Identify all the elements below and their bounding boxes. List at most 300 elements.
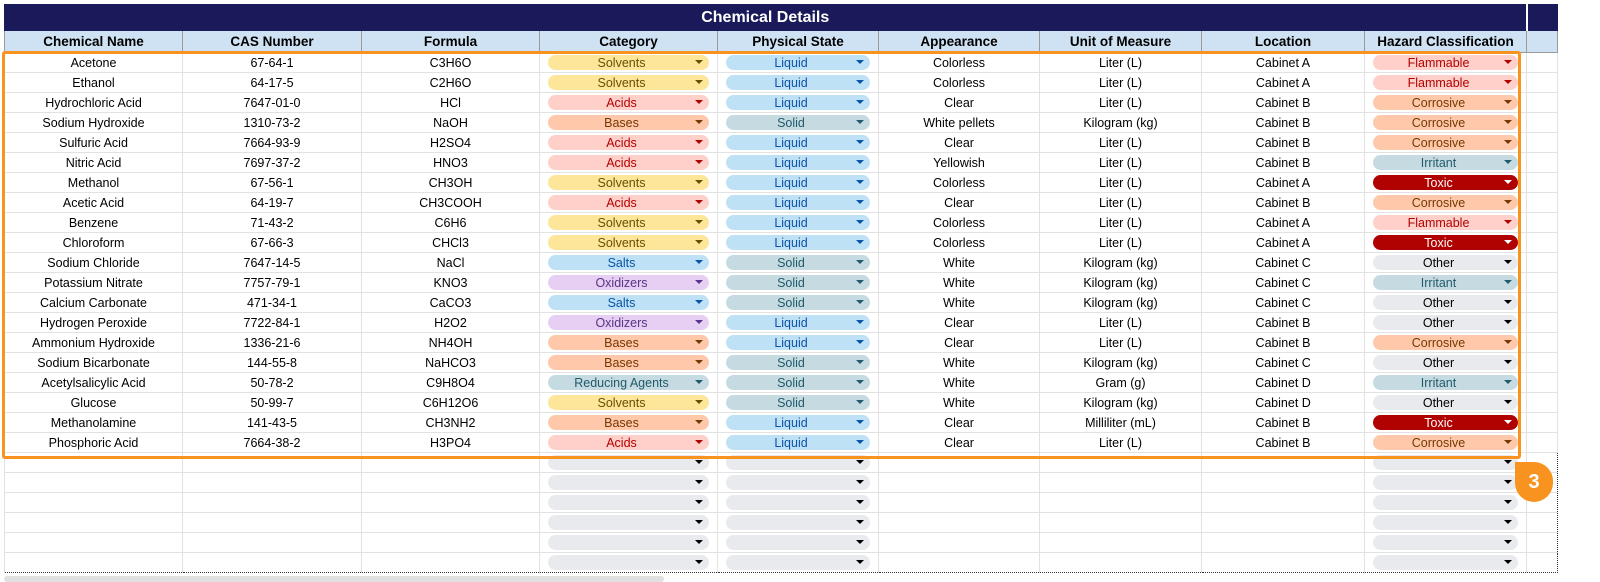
dropdown-chip[interactable]: [726, 155, 870, 170]
empty-cell[interactable]: [1202, 533, 1365, 553]
dropdown-chip[interactable]: [548, 295, 709, 310]
cell[interactable]: [1365, 253, 1527, 273]
extra-cell[interactable]: [1527, 333, 1558, 353]
dropdown-arrow-icon[interactable]: [695, 180, 703, 184]
dropdown-arrow-icon[interactable]: [856, 400, 864, 404]
dropdown-chip[interactable]: [548, 395, 709, 410]
dropdown-arrow-icon[interactable]: [1504, 340, 1512, 344]
cell[interactable]: Liter (L): [1040, 93, 1202, 113]
empty-cell[interactable]: [718, 453, 879, 473]
empty-cell[interactable]: [879, 453, 1040, 473]
cell[interactable]: Clear: [879, 333, 1040, 353]
dropdown-chip[interactable]: [726, 355, 870, 370]
dropdown-chip[interactable]: [1373, 515, 1518, 530]
dropdown-chip[interactable]: [1373, 355, 1518, 370]
cell[interactable]: [540, 413, 718, 433]
dropdown-arrow-icon[interactable]: [1504, 380, 1512, 384]
dropdown-arrow-icon[interactable]: [1504, 500, 1512, 504]
empty-cell[interactable]: [1040, 513, 1202, 533]
dropdown-chip[interactable]: [548, 415, 709, 430]
cell[interactable]: [540, 333, 718, 353]
dropdown-arrow-icon[interactable]: [695, 480, 703, 484]
cell[interactable]: 7664-93-9: [183, 133, 362, 153]
dropdown-arrow-icon[interactable]: [1504, 60, 1512, 64]
cell[interactable]: Hydrogen Peroxide: [5, 313, 183, 333]
cell[interactable]: Liter (L): [1040, 53, 1202, 73]
cell[interactable]: [1365, 153, 1527, 173]
cell[interactable]: [718, 173, 879, 193]
horizontal-scrollbar[interactable]: [4, 576, 664, 582]
dropdown-chip[interactable]: [1373, 375, 1518, 390]
cell[interactable]: 141-43-5: [183, 413, 362, 433]
cell[interactable]: [1365, 213, 1527, 233]
dropdown-arrow-icon[interactable]: [695, 80, 703, 84]
cell[interactable]: 7664-38-2: [183, 433, 362, 453]
dropdown-chip[interactable]: [1373, 55, 1518, 70]
dropdown-chip[interactable]: [726, 315, 870, 330]
dropdown-chip[interactable]: [1373, 235, 1518, 250]
empty-cell[interactable]: [879, 533, 1040, 553]
dropdown-chip[interactable]: [548, 475, 709, 490]
dropdown-chip[interactable]: [1373, 495, 1518, 510]
dropdown-chip[interactable]: [548, 235, 709, 250]
extra-cell[interactable]: [1527, 53, 1558, 73]
dropdown-chip[interactable]: [1373, 395, 1518, 410]
dropdown-chip[interactable]: [726, 335, 870, 350]
dropdown-chip[interactable]: [548, 315, 709, 330]
dropdown-arrow-icon[interactable]: [695, 320, 703, 324]
cell[interactable]: Hydrochloric Acid: [5, 93, 183, 113]
extra-cell[interactable]: [1527, 353, 1558, 373]
cell[interactable]: Liter (L): [1040, 233, 1202, 253]
extra-cell[interactable]: [1527, 93, 1558, 113]
cell[interactable]: [718, 333, 879, 353]
cell[interactable]: Colorless: [879, 233, 1040, 253]
dropdown-chip[interactable]: [726, 375, 870, 390]
empty-cell[interactable]: [540, 493, 718, 513]
dropdown-chip[interactable]: [548, 215, 709, 230]
dropdown-arrow-icon[interactable]: [695, 300, 703, 304]
dropdown-arrow-icon[interactable]: [695, 120, 703, 124]
dropdown-arrow-icon[interactable]: [1504, 560, 1512, 564]
empty-cell[interactable]: [362, 533, 540, 553]
cell[interactable]: Clear: [879, 313, 1040, 333]
empty-cell[interactable]: [362, 473, 540, 493]
empty-cell[interactable]: [1365, 553, 1527, 573]
cell[interactable]: Cabinet A: [1202, 73, 1365, 93]
cell[interactable]: Yellowish: [879, 153, 1040, 173]
cell[interactable]: 7722-84-1: [183, 313, 362, 333]
cell[interactable]: CaCO3: [362, 293, 540, 313]
cell[interactable]: Liter (L): [1040, 133, 1202, 153]
empty-cell[interactable]: [1202, 553, 1365, 573]
dropdown-chip[interactable]: [1373, 275, 1518, 290]
cell[interactable]: Clear: [879, 433, 1040, 453]
extra-cell[interactable]: [1527, 153, 1558, 173]
empty-cell[interactable]: [718, 553, 879, 573]
cell[interactable]: [540, 133, 718, 153]
empty-cell[interactable]: [879, 553, 1040, 573]
cell[interactable]: Acetic Acid: [5, 193, 183, 213]
cell[interactable]: Glucose: [5, 393, 183, 413]
cell[interactable]: [1365, 353, 1527, 373]
dropdown-chip[interactable]: [726, 255, 870, 270]
dropdown-chip[interactable]: [726, 415, 870, 430]
cell[interactable]: Methanol: [5, 173, 183, 193]
cell[interactable]: Cabinet C: [1202, 293, 1365, 313]
cell[interactable]: [1365, 73, 1527, 93]
dropdown-chip[interactable]: [548, 535, 709, 550]
cell[interactable]: Clear: [879, 133, 1040, 153]
cell[interactable]: KNO3: [362, 273, 540, 293]
dropdown-arrow-icon[interactable]: [695, 500, 703, 504]
cell[interactable]: Sodium Bicarbonate: [5, 353, 183, 373]
empty-cell[interactable]: [1040, 473, 1202, 493]
cell[interactable]: [1365, 373, 1527, 393]
cell[interactable]: Kilogram (kg): [1040, 273, 1202, 293]
cell[interactable]: CH3COOH: [362, 193, 540, 213]
column-header[interactable]: Formula: [362, 31, 540, 53]
dropdown-chip[interactable]: [548, 555, 709, 570]
dropdown-chip[interactable]: [726, 435, 870, 450]
cell[interactable]: [718, 93, 879, 113]
dropdown-chip[interactable]: [548, 175, 709, 190]
empty-cell[interactable]: [879, 513, 1040, 533]
cell[interactable]: [540, 173, 718, 193]
cell[interactable]: [540, 393, 718, 413]
cell[interactable]: Clear: [879, 413, 1040, 433]
cell[interactable]: Potassium Nitrate: [5, 273, 183, 293]
cell[interactable]: Cabinet B: [1202, 153, 1365, 173]
dropdown-arrow-icon[interactable]: [695, 60, 703, 64]
dropdown-arrow-icon[interactable]: [856, 360, 864, 364]
cell[interactable]: H2O2: [362, 313, 540, 333]
dropdown-arrow-icon[interactable]: [856, 340, 864, 344]
dropdown-chip[interactable]: [726, 495, 870, 510]
cell[interactable]: [1365, 333, 1527, 353]
cell[interactable]: [718, 113, 879, 133]
dropdown-chip[interactable]: [1373, 535, 1518, 550]
cell[interactable]: Milliliter (mL): [1040, 413, 1202, 433]
dropdown-arrow-icon[interactable]: [856, 320, 864, 324]
cell[interactable]: White: [879, 293, 1040, 313]
cell[interactable]: 1310-73-2: [183, 113, 362, 133]
dropdown-arrow-icon[interactable]: [856, 540, 864, 544]
dropdown-arrow-icon[interactable]: [856, 160, 864, 164]
cell[interactable]: Acetone: [5, 53, 183, 73]
cell[interactable]: Cabinet B: [1202, 413, 1365, 433]
cell[interactable]: Phosphoric Acid: [5, 433, 183, 453]
dropdown-chip[interactable]: [726, 95, 870, 110]
dropdown-arrow-icon[interactable]: [695, 540, 703, 544]
dropdown-chip[interactable]: [726, 55, 870, 70]
empty-cell[interactable]: [5, 513, 183, 533]
cell[interactable]: Cabinet A: [1202, 233, 1365, 253]
dropdown-chip[interactable]: [726, 515, 870, 530]
dropdown-chip[interactable]: [548, 435, 709, 450]
dropdown-arrow-icon[interactable]: [1504, 440, 1512, 444]
dropdown-arrow-icon[interactable]: [856, 520, 864, 524]
dropdown-arrow-icon[interactable]: [856, 100, 864, 104]
empty-cell[interactable]: [1202, 493, 1365, 513]
extra-cell[interactable]: [1527, 373, 1558, 393]
cell[interactable]: [718, 253, 879, 273]
dropdown-chip[interactable]: [548, 515, 709, 530]
empty-cell[interactable]: [362, 513, 540, 533]
dropdown-arrow-icon[interactable]: [856, 200, 864, 204]
cell[interactable]: 50-78-2: [183, 373, 362, 393]
cell[interactable]: [718, 133, 879, 153]
dropdown-chip[interactable]: [1373, 455, 1518, 470]
empty-cell[interactable]: [5, 473, 183, 493]
dropdown-arrow-icon[interactable]: [856, 180, 864, 184]
empty-cell[interactable]: [1365, 533, 1527, 553]
cell[interactable]: [1365, 413, 1527, 433]
dropdown-chip[interactable]: [726, 195, 870, 210]
extra-cell[interactable]: [1527, 173, 1558, 193]
cell[interactable]: [1365, 293, 1527, 313]
dropdown-chip[interactable]: [548, 495, 709, 510]
cell[interactable]: Liter (L): [1040, 333, 1202, 353]
dropdown-chip[interactable]: [548, 255, 709, 270]
cell[interactable]: H3PO4: [362, 433, 540, 453]
empty-cell[interactable]: [718, 533, 879, 553]
dropdown-arrow-icon[interactable]: [1504, 520, 1512, 524]
dropdown-chip[interactable]: [1373, 95, 1518, 110]
dropdown-chip[interactable]: [548, 335, 709, 350]
cell[interactable]: 471-34-1: [183, 293, 362, 313]
extra-cell[interactable]: [1527, 233, 1558, 253]
cell[interactable]: [718, 293, 879, 313]
dropdown-chip[interactable]: [1373, 175, 1518, 190]
dropdown-arrow-icon[interactable]: [1504, 180, 1512, 184]
dropdown-arrow-icon[interactable]: [1504, 360, 1512, 364]
cell[interactable]: [718, 73, 879, 93]
dropdown-arrow-icon[interactable]: [856, 120, 864, 124]
empty-cell[interactable]: [362, 553, 540, 573]
cell[interactable]: Liter (L): [1040, 313, 1202, 333]
dropdown-arrow-icon[interactable]: [856, 560, 864, 564]
extra-cell[interactable]: [1527, 293, 1558, 313]
cell[interactable]: [718, 193, 879, 213]
cell[interactable]: Cabinet B: [1202, 333, 1365, 353]
empty-cell[interactable]: [540, 553, 718, 573]
dropdown-arrow-icon[interactable]: [1504, 160, 1512, 164]
dropdown-arrow-icon[interactable]: [695, 560, 703, 564]
cell[interactable]: Cabinet A: [1202, 213, 1365, 233]
dropdown-arrow-icon[interactable]: [695, 140, 703, 144]
cell[interactable]: [540, 73, 718, 93]
dropdown-arrow-icon[interactable]: [856, 80, 864, 84]
dropdown-chip[interactable]: [1373, 435, 1518, 450]
cell[interactable]: Ethanol: [5, 73, 183, 93]
extra-cell[interactable]: [1527, 253, 1558, 273]
cell[interactable]: [718, 233, 879, 253]
cell[interactable]: Liter (L): [1040, 213, 1202, 233]
cell[interactable]: Colorless: [879, 213, 1040, 233]
cell[interactable]: [1365, 313, 1527, 333]
cell[interactable]: [540, 313, 718, 333]
cell[interactable]: White: [879, 373, 1040, 393]
dropdown-arrow-icon[interactable]: [695, 160, 703, 164]
cell[interactable]: White pellets: [879, 113, 1040, 133]
cell[interactable]: [718, 53, 879, 73]
dropdown-chip[interactable]: [1373, 475, 1518, 490]
dropdown-arrow-icon[interactable]: [1504, 280, 1512, 284]
dropdown-arrow-icon[interactable]: [856, 300, 864, 304]
cell[interactable]: 64-19-7: [183, 193, 362, 213]
cell[interactable]: C3H6O: [362, 53, 540, 73]
cell[interactable]: C2H6O: [362, 73, 540, 93]
cell[interactable]: 71-43-2: [183, 213, 362, 233]
dropdown-chip[interactable]: [548, 455, 709, 470]
dropdown-arrow-icon[interactable]: [695, 420, 703, 424]
empty-cell[interactable]: [5, 453, 183, 473]
dropdown-arrow-icon[interactable]: [856, 420, 864, 424]
cell[interactable]: [718, 393, 879, 413]
cell[interactable]: [540, 293, 718, 313]
cell[interactable]: Liter (L): [1040, 193, 1202, 213]
cell[interactable]: [718, 353, 879, 373]
dropdown-chip[interactable]: [726, 115, 870, 130]
dropdown-arrow-icon[interactable]: [1504, 480, 1512, 484]
empty-cell[interactable]: [362, 453, 540, 473]
cell[interactable]: Benzene: [5, 213, 183, 233]
empty-cell[interactable]: [1365, 493, 1527, 513]
cell[interactable]: Kilogram (kg): [1040, 293, 1202, 313]
cell[interactable]: [540, 233, 718, 253]
dropdown-arrow-icon[interactable]: [856, 220, 864, 224]
dropdown-arrow-icon[interactable]: [1504, 540, 1512, 544]
extra-cell[interactable]: [1527, 113, 1558, 133]
dropdown-arrow-icon[interactable]: [695, 220, 703, 224]
dropdown-arrow-icon[interactable]: [695, 100, 703, 104]
cell[interactable]: 50-99-7: [183, 393, 362, 413]
cell[interactable]: Liter (L): [1040, 153, 1202, 173]
dropdown-chip[interactable]: [1373, 115, 1518, 130]
cell[interactable]: White: [879, 393, 1040, 413]
empty-cell[interactable]: [879, 493, 1040, 513]
cell[interactable]: Colorless: [879, 173, 1040, 193]
cell[interactable]: H2SO4: [362, 133, 540, 153]
empty-cell[interactable]: [879, 473, 1040, 493]
empty-cell[interactable]: [5, 533, 183, 553]
dropdown-chip[interactable]: [1373, 75, 1518, 90]
extra-cell[interactable]: [1527, 73, 1558, 93]
empty-cell[interactable]: [1365, 513, 1527, 533]
empty-cell[interactable]: [1527, 533, 1558, 553]
cell[interactable]: C6H12O6: [362, 393, 540, 413]
empty-cell[interactable]: [5, 553, 183, 573]
column-header[interactable]: Unit of Measure: [1040, 31, 1202, 53]
dropdown-chip[interactable]: [726, 395, 870, 410]
dropdown-arrow-icon[interactable]: [695, 380, 703, 384]
cell[interactable]: Calcium Carbonate: [5, 293, 183, 313]
cell[interactable]: CHCl3: [362, 233, 540, 253]
dropdown-arrow-icon[interactable]: [1504, 220, 1512, 224]
cell[interactable]: 67-56-1: [183, 173, 362, 193]
cell[interactable]: Chloroform: [5, 233, 183, 253]
cell[interactable]: Colorless: [879, 53, 1040, 73]
empty-cell[interactable]: [362, 493, 540, 513]
dropdown-chip[interactable]: [1373, 215, 1518, 230]
cell[interactable]: Colorless: [879, 73, 1040, 93]
cell[interactable]: Cabinet D: [1202, 393, 1365, 413]
extra-header-cell[interactable]: [1527, 31, 1558, 53]
empty-cell[interactable]: [540, 473, 718, 493]
dropdown-chip[interactable]: [1373, 195, 1518, 210]
cell[interactable]: NaHCO3: [362, 353, 540, 373]
empty-cell[interactable]: [718, 513, 879, 533]
empty-cell[interactable]: [1202, 473, 1365, 493]
dropdown-arrow-icon[interactable]: [856, 460, 864, 464]
cell[interactable]: [540, 273, 718, 293]
empty-cell[interactable]: [540, 533, 718, 553]
cell[interactable]: Nitric Acid: [5, 153, 183, 173]
cell[interactable]: Cabinet B: [1202, 433, 1365, 453]
cell[interactable]: NaOH: [362, 113, 540, 133]
cell[interactable]: White: [879, 353, 1040, 373]
cell[interactable]: [540, 193, 718, 213]
dropdown-arrow-icon[interactable]: [1504, 140, 1512, 144]
cell[interactable]: [1365, 233, 1527, 253]
cell[interactable]: CH3OH: [362, 173, 540, 193]
empty-cell[interactable]: [1365, 453, 1527, 473]
dropdown-arrow-icon[interactable]: [1504, 240, 1512, 244]
cell[interactable]: [540, 253, 718, 273]
dropdown-arrow-icon[interactable]: [856, 240, 864, 244]
cell[interactable]: NaCl: [362, 253, 540, 273]
dropdown-chip[interactable]: [726, 275, 870, 290]
empty-cell[interactable]: [718, 493, 879, 513]
cell[interactable]: [1365, 393, 1527, 413]
cell[interactable]: Sulfuric Acid: [5, 133, 183, 153]
cell[interactable]: Cabinet C: [1202, 253, 1365, 273]
cell[interactable]: 7697-37-2: [183, 153, 362, 173]
empty-cell[interactable]: [540, 453, 718, 473]
cell[interactable]: White: [879, 273, 1040, 293]
cell[interactable]: [540, 373, 718, 393]
dropdown-arrow-icon[interactable]: [695, 240, 703, 244]
dropdown-arrow-icon[interactable]: [695, 360, 703, 364]
cell[interactable]: Cabinet B: [1202, 193, 1365, 213]
dropdown-arrow-icon[interactable]: [856, 280, 864, 284]
dropdown-arrow-icon[interactable]: [856, 440, 864, 444]
empty-cell[interactable]: [1040, 453, 1202, 473]
cell[interactable]: [1365, 273, 1527, 293]
empty-cell[interactable]: [1040, 533, 1202, 553]
dropdown-chip[interactable]: [548, 355, 709, 370]
cell[interactable]: 67-66-3: [183, 233, 362, 253]
dropdown-chip[interactable]: [548, 195, 709, 210]
title-extra-cell[interactable]: [1527, 5, 1558, 31]
dropdown-arrow-icon[interactable]: [1504, 200, 1512, 204]
dropdown-arrow-icon[interactable]: [856, 260, 864, 264]
cell[interactable]: [1365, 113, 1527, 133]
cell[interactable]: Cabinet C: [1202, 273, 1365, 293]
dropdown-arrow-icon[interactable]: [856, 500, 864, 504]
extra-cell[interactable]: [1527, 393, 1558, 413]
dropdown-arrow-icon[interactable]: [856, 380, 864, 384]
empty-cell[interactable]: [1527, 553, 1558, 573]
cell[interactable]: 7757-79-1: [183, 273, 362, 293]
cell[interactable]: Kilogram (kg): [1040, 353, 1202, 373]
cell[interactable]: 7647-14-5: [183, 253, 362, 273]
empty-cell[interactable]: [183, 553, 362, 573]
dropdown-arrow-icon[interactable]: [1504, 300, 1512, 304]
extra-cell[interactable]: [1527, 193, 1558, 213]
dropdown-arrow-icon[interactable]: [1504, 320, 1512, 324]
